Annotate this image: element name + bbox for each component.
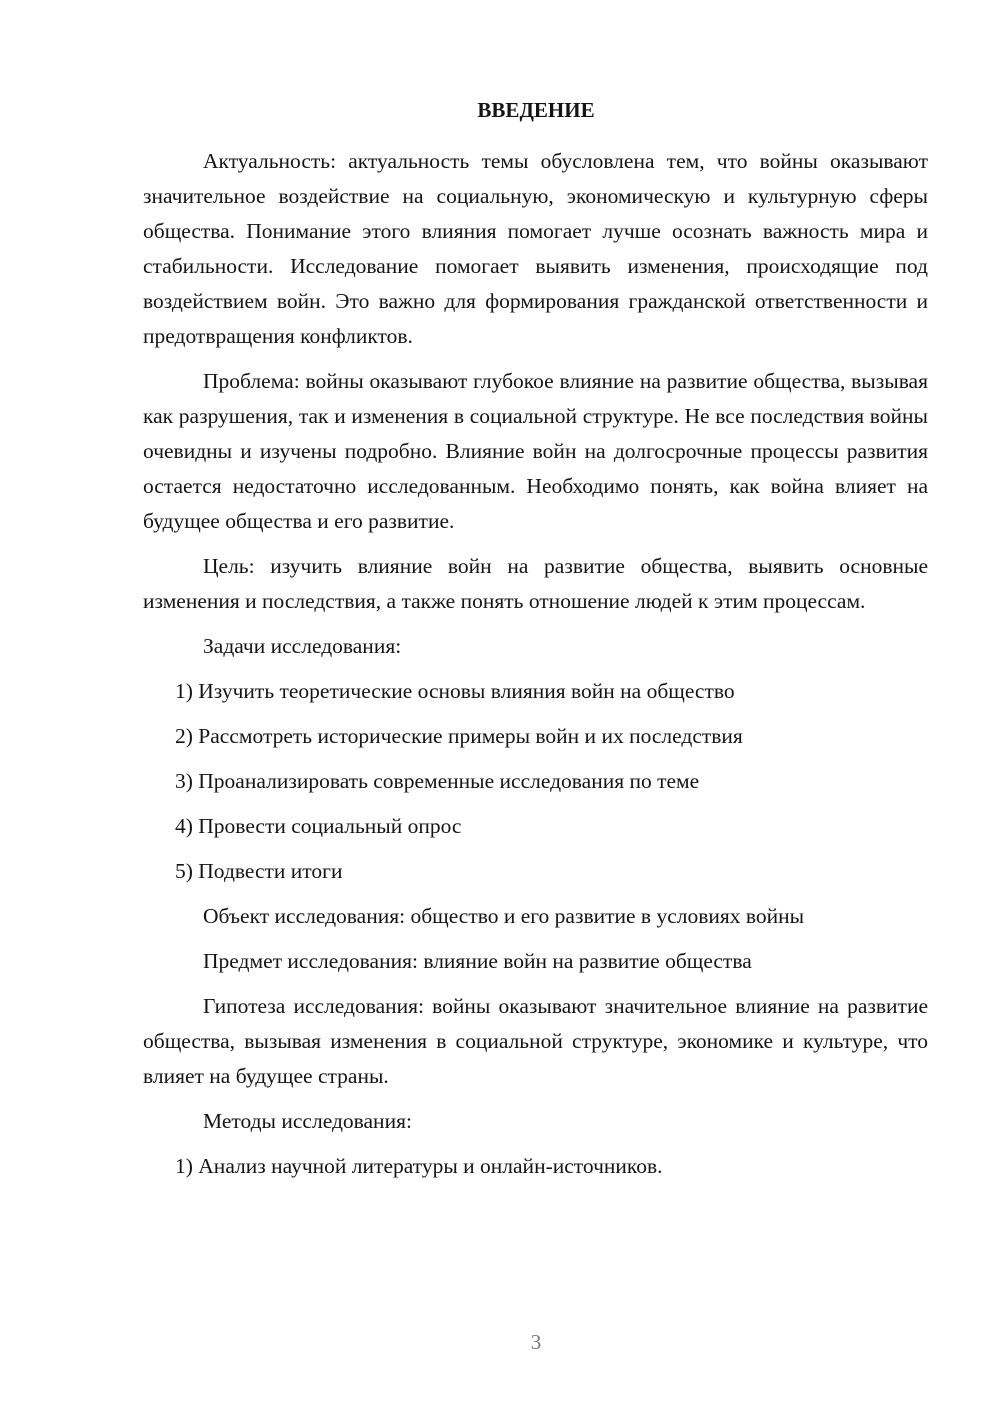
- tasks-heading: Задачи исследования:: [203, 634, 402, 658]
- task-item-1: 1) Изучить теоретические основы влияния войн на общество: [175, 679, 735, 703]
- task-item-2: 2) Рассмотреть исторические примеры войн и их последствия: [175, 724, 743, 748]
- object-paragraph: Объект исследования: общество и его развитие в условиях войны: [203, 904, 805, 928]
- methods-list: [143, 1149, 928, 1184]
- page-number: 3: [530, 1330, 542, 1354]
- relevance-paragraph: Актуальность: актуальность темы обусловлена тем, что войны оказывают значительное воздействие на социальную, экономическую и культурную сферы общества. Понимание этого влияния помогает лучше осознать важность мира и стабильности. Исследование помогает выявить изменения, происходящие под воздействием войн. Это важно для формирования гражданской ответственности и предотвращения конфликтов.: [143, 149, 928, 348]
- task-item-3: 3) Проанализировать современные исследования по теме: [175, 769, 700, 793]
- task-item-4: 4) Провести социальный опрос: [175, 814, 462, 838]
- tasks-list: [143, 674, 928, 889]
- goal-paragraph: Цель: изучить влияние войн на развитие общества, выявить основные изменения и последствия, а также понять отношение людей к этим процессам.: [143, 554, 928, 613]
- method-item-1: 1) Анализ научной литературы и онлайн-источников.: [175, 1154, 663, 1178]
- task-item-5: 5) Подвести итоги: [175, 859, 343, 883]
- document-body: [143, 144, 928, 1194]
- methods-heading: Методы исследования:: [203, 1109, 412, 1133]
- subject-paragraph: Предмет исследования: влияние войн на развитие общества: [203, 949, 752, 973]
- page-title: ВВЕДЕНИЕ: [477, 98, 595, 122]
- problem-paragraph: Проблема: войны оказывают глубокое влияние на развитие общества, вызывая как разрушения, так и изменения в социальной структуре. Не все последствия войны очевидны и изучены подробно. Влияние войн на долгосрочные процессы развития остается недостаточно исследованным. Необходимо понять, как война влияет на будущее общества и его развитие.: [143, 369, 928, 533]
- hypothesis-paragraph: Гипотеза исследования: войны оказывают значительное влияние на развитие общества, вызывая изменения в социальной структуре, экономике и культуре, что влияет на будущее страны.: [143, 994, 928, 1088]
